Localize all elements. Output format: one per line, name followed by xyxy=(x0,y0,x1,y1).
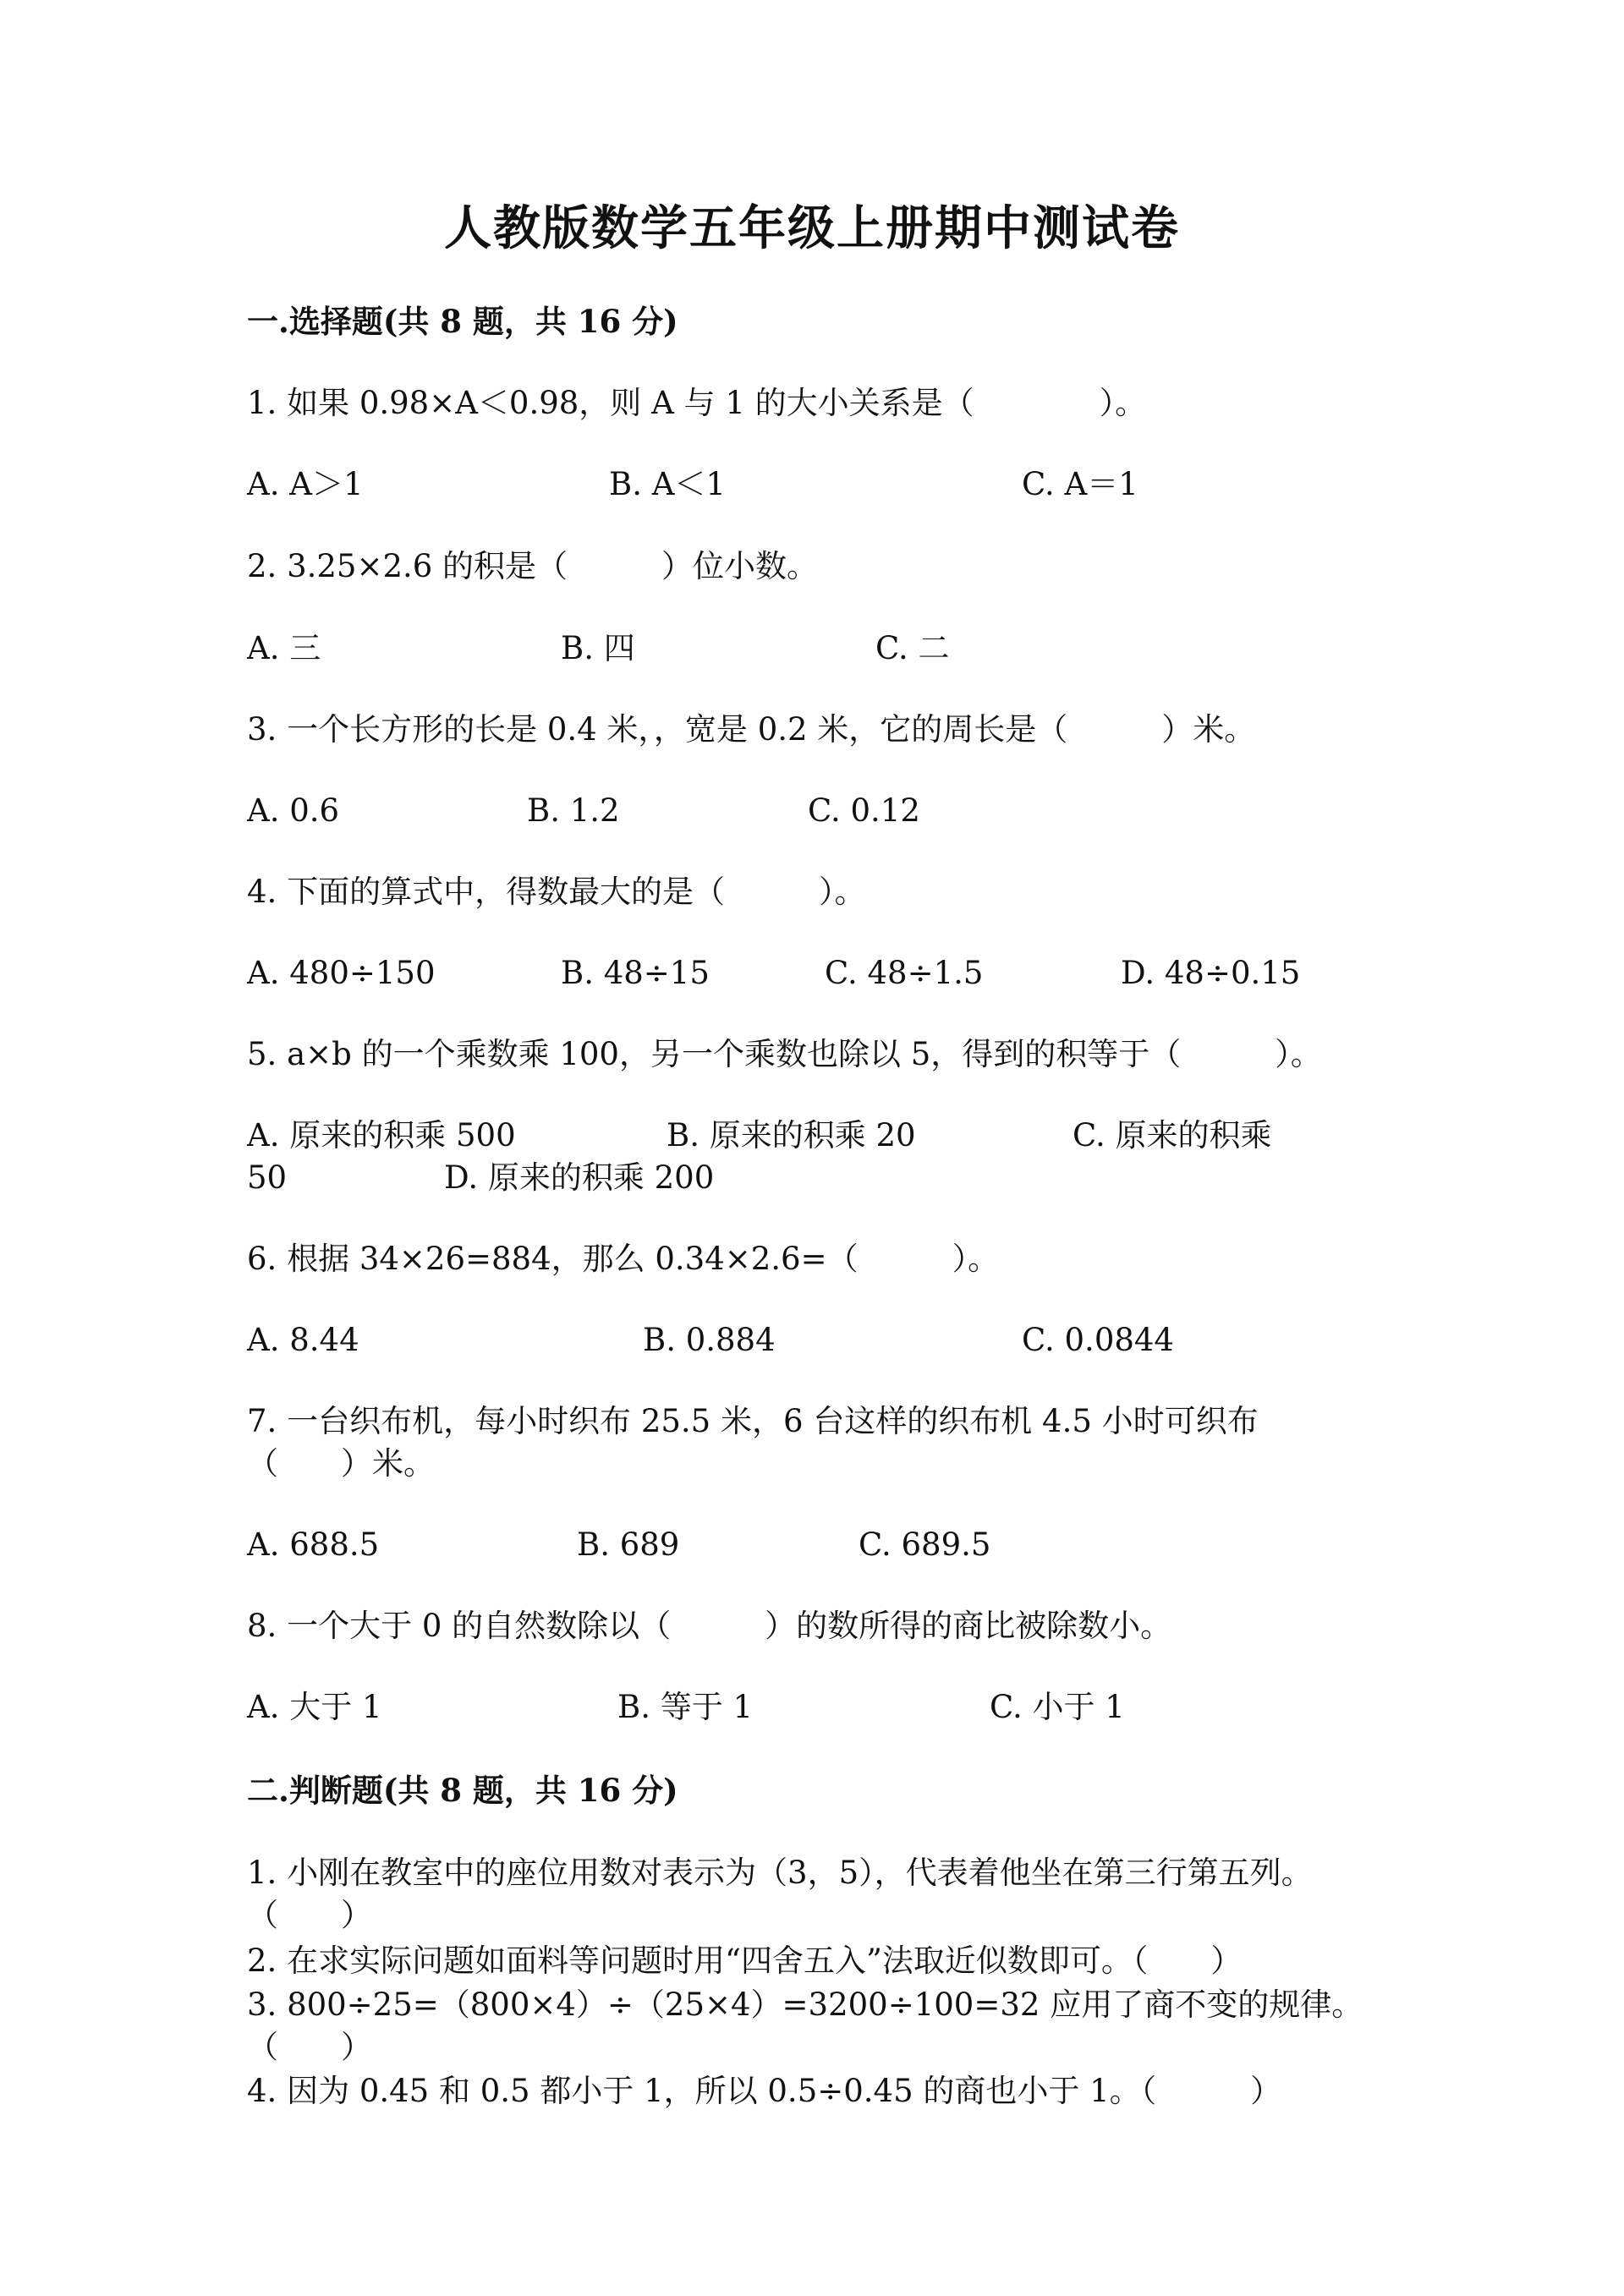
question-4: 4. 下面的算式中，得数最大的是（ ）。 xyxy=(247,874,866,910)
judgement-2: 2. 在求实际问题如面料等问题时用“四舍五入”法取近似数即可。（ ） xyxy=(247,1943,1243,1979)
option-a: A. 原来的积乘 500 xyxy=(247,1117,516,1153)
option-b: B. 等于 1 xyxy=(617,1689,754,1725)
judgement-1-line1: 1. 小刚在教室中的座位用数对表示为（3，5），代表着他坐在第三行第五列。 xyxy=(247,1855,1313,1891)
options-8 xyxy=(0,1686,1624,1729)
question-5: 5. a×b 的一个乘数乘 100，另一个乘数也除以 5，得到的积等于（ ）。 xyxy=(247,1036,1322,1072)
options-6 xyxy=(0,1319,1624,1362)
page-title: 人教版数学五年级上册期中测试卷 xyxy=(444,200,1180,256)
section-heading-judgement: 二.判断题(共 8 题，共 16 分) xyxy=(247,1772,678,1809)
option-a: A. 0.6 xyxy=(247,792,340,829)
option-b: B. A＜1 xyxy=(609,466,726,502)
option-c: C. 689.5 xyxy=(859,1526,991,1563)
question-2: 2. 3.25×2.6 的积是（ ）位小数。 xyxy=(247,548,819,584)
options-4 xyxy=(0,952,1624,995)
question-6: 6. 根据 34×26=884，那么 0.34×2.6=（ ）。 xyxy=(247,1241,1000,1277)
options-1 xyxy=(0,463,1624,506)
option-b: B. 0.884 xyxy=(643,1322,776,1358)
option-a: A. 8.44 xyxy=(247,1322,359,1358)
option-a: A. A＞1 xyxy=(247,466,364,502)
option-c: C. 48÷1.5 xyxy=(825,955,984,991)
option-a: A. 大于 1 xyxy=(247,1689,382,1725)
option-c: C. 二 xyxy=(875,630,950,666)
question-3: 3. 一个长方形的长是 0.4 米，，宽是 0.2 米，它的周长是（ ）米。 xyxy=(247,711,1256,748)
option-b: B. 四 xyxy=(561,630,635,666)
option-b: B. 原来的积乘 20 xyxy=(667,1117,916,1153)
judgement-1-line2: （ ） xyxy=(247,1897,372,1933)
option-a: A. 480÷150 xyxy=(247,955,436,991)
option-c: C. A＝1 xyxy=(1022,466,1138,502)
section-heading-choice: 一.选择题(共 8 题，共 16 分) xyxy=(247,303,678,340)
options-5-line1 xyxy=(0,1115,1624,1157)
option-b: B. 689 xyxy=(577,1526,680,1563)
option-c: C. 原来的积乘 xyxy=(1073,1117,1272,1153)
option-d: D. 48÷0.15 xyxy=(1121,955,1301,991)
option-a: A. 三 xyxy=(247,630,321,666)
options-5-line2 xyxy=(0,1157,1624,1199)
option-c: C. 小于 1 xyxy=(990,1689,1125,1725)
option-c: C. 0.0844 xyxy=(1022,1322,1174,1358)
question-8: 8. 一个大于 0 的自然数除以（ ）的数所得的商比被除数小。 xyxy=(247,1608,1172,1644)
question-7-line2: （ ）米。 xyxy=(247,1445,435,1482)
option-a: A. 688.5 xyxy=(247,1526,380,1563)
judgement-3-line2: （ ） xyxy=(247,2029,372,2065)
option-d: D. 原来的积乘 200 xyxy=(444,1159,715,1196)
option-c: C. 0.12 xyxy=(808,792,920,829)
option-b: B. 48÷15 xyxy=(561,955,710,991)
option-c-continued: 50 xyxy=(247,1159,288,1196)
judgement-4: 4. 因为 0.45 和 0.5 都小于 1，所以 0.5÷0.45 的商也小于 1。（ ） xyxy=(247,2073,1282,2109)
options-3 xyxy=(0,790,1624,832)
option-b: B. 1.2 xyxy=(527,792,620,829)
question-7-line1: 7. 一台织布机，每小时织布 25.5 米，6 台这样的织布机 4.5 小时可织布 xyxy=(247,1403,1259,1439)
judgement-3-line1: 3. 800÷25=（800×4）÷（25×4）=3200÷100=32 应用了商不变的规律。 xyxy=(247,1986,1363,2023)
options-2 xyxy=(0,627,1624,670)
question-1: 1. 如果 0.98×A＜0.98，则 A 与 1 的大小关系是（ ）。 xyxy=(247,385,1147,421)
options-7 xyxy=(0,1524,1624,1566)
